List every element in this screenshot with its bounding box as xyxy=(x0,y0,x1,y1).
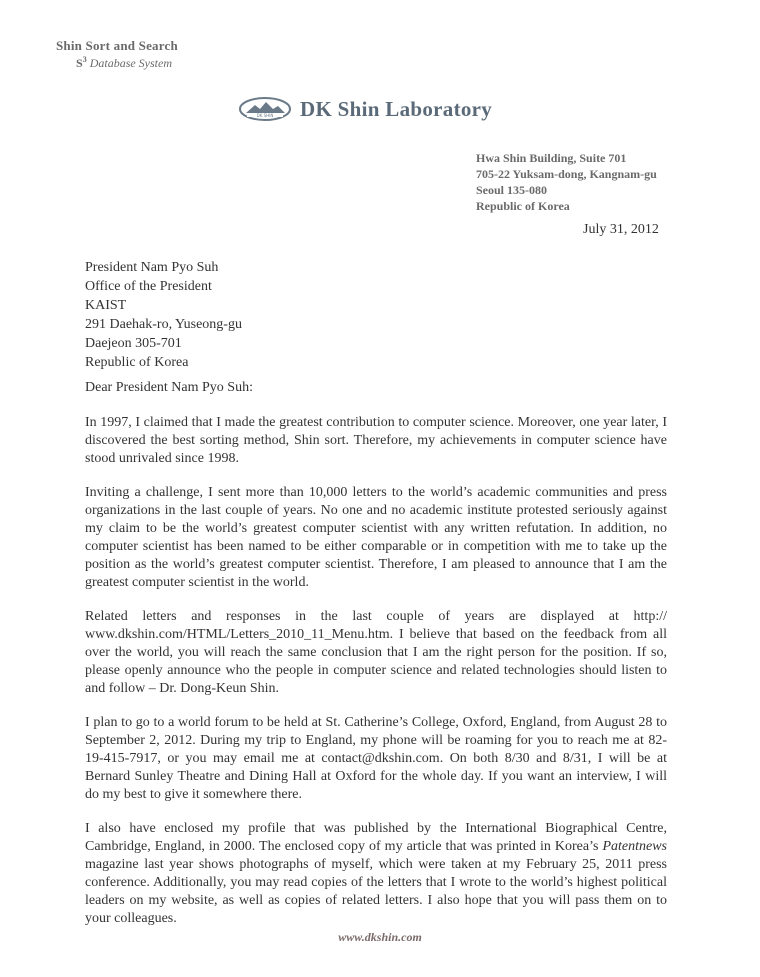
recipient-line: Office of the President xyxy=(85,279,212,294)
recipient-line: Republic of Korea xyxy=(85,355,189,370)
brand-database-system: Database System xyxy=(89,56,173,70)
letterhead-brand xyxy=(56,38,178,71)
brand-s3: $S^3$ xyxy=(76,55,87,70)
recipient-line: 291 Daehak-ro, Yuseong-gu xyxy=(85,317,242,332)
body-paragraph: Related letters and responses in the last couple of years are displayed at http:// www.dkshin.com/HTML/Letters_2010_11_Menu.htm. I believe that based on the feedback from all over the world, you will reach the same conclusion that I am the right person for the position. If so, please openly announce who the people in computer science and related technologies should listen to and follow – Dr. Dong-Keun Shin. xyxy=(85,609,667,696)
brand-subtitle xyxy=(76,55,178,71)
letter-date: July 31, 2012 xyxy=(583,222,659,237)
mountain-logo-icon xyxy=(238,96,292,122)
sender-address xyxy=(476,150,657,214)
recipient-line: Daejeon 305-701 xyxy=(85,336,182,351)
recipient-block xyxy=(85,258,242,372)
body-paragraph: I plan to go to a world forum to be held at St. Catherine’s College, Oxford, England, from August 28 to September 2, 2012. During my trip to England, my phone will be roaming for you to reach me at 82-19-415-7917, or you may email me at contact@dkshin.com. On both 8/30 and 8/31, I will be at Bernard Sunley Theatre and Dining Hall at Oxford for the whole day. If you want an interview, I will do my best to give it somewhere there. xyxy=(85,715,667,802)
recipient-line: President Nam Pyo Suh xyxy=(85,260,219,275)
brand-title: Shin Sort and Search xyxy=(56,38,178,53)
address-line: Hwa Shin Building, Suite 701 xyxy=(476,151,627,165)
address-line: Seoul 135-080 xyxy=(476,183,548,197)
lab-name: DK Shin Laboratory xyxy=(300,96,493,121)
address-line: 705-22 Yuksam-dong, Kangnam-gu xyxy=(476,167,657,181)
paragraph-text: I also have enclosed my profile that was published by the International Biographical Centre, Cambridge, England, in 2000. The enclosed copy of my article that was printed in Korea’s xyxy=(85,821,667,854)
body-paragraph xyxy=(85,820,667,928)
recipient-line: KAIST xyxy=(85,298,127,313)
footer-website: www.dkshin.com xyxy=(338,930,422,944)
salutation: Dear President Nam Pyo Suh: xyxy=(85,380,253,395)
paragraph-text: magazine last year shows photographs of myself, which were taken at my February 25, 2011 press conference. Additionally, you may read copies of the letters that I wrote to the world’s highest political leaders on my website, as well as copies of related letters. I also hope that you will pass them on to your colleagues. xyxy=(85,857,667,926)
address-line: Republic of Korea xyxy=(476,199,570,213)
body-paragraph: Inviting a challenge, I sent more than 10,000 letters to the world’s academic communities and press organizations in the last couple of years. No one and no academic institute protested seriously against my claim to be the world’s greatest computer scientist with any written refutation. In addition, no computer scientist has been named to be either comparable or in competition with me to take up the position as the world’s greatest computer scientist. Therefore, I am pleased to announce that I am the greatest computer scientist in the world. xyxy=(85,485,667,590)
magazine-title: Patentnews xyxy=(602,839,667,854)
body-paragraph: In 1997, I claimed that I made the greatest contribution to computer science. Moreover, one year later, I discovered the best sorting method, Shin sort. Therefore, my achievements in computer science have stood unrivaled since 1998. xyxy=(85,415,667,466)
logo-text: DK SHIN xyxy=(256,113,274,118)
lab-header xyxy=(238,96,492,122)
letter-body xyxy=(85,414,667,944)
